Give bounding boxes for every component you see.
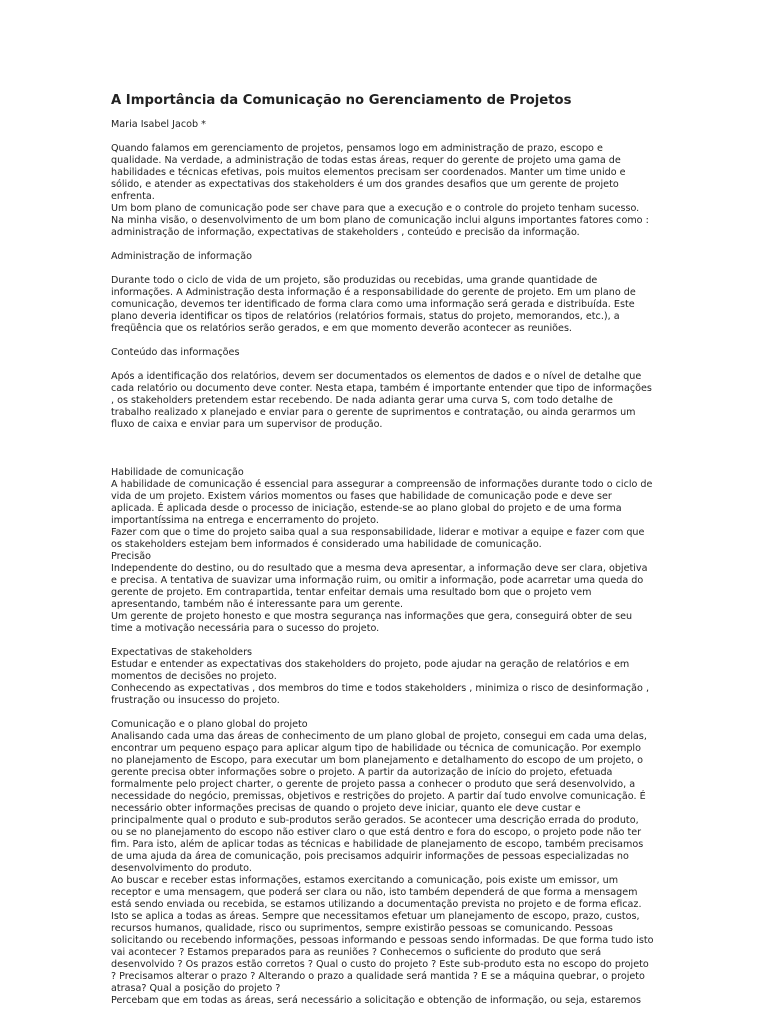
text-line: freqüência que os relatórios serão gerados, e em que momento deverão acontecer as reuniões. [111,323,572,334]
text-line: desenvolvimento do produto. [111,863,252,874]
section-heading: Expectativas de stakeholders [111,647,253,658]
text-line: administração de informação, expectativas de stakeholders , conteúdo e precisão da informação. [111,227,580,238]
text-line: vida de um projeto. Existem vários momentos ou fases que habilidade de comunicação pode e deve ser [111,491,612,502]
text-line: receptor e uma mensagem, que poderá ser clara ou não, isto também dependerá de que forma a mensagem [111,887,638,898]
paragraph-spacer [111,455,663,467]
paragraph-spacer [111,335,663,347]
text-line: fluxo de caixa e enviar para um supervisor de produção. [111,419,383,430]
text-line: A habilidade de comunicação é essencial para assegurar a compreensão de informações durante todo o ciclo de [111,479,653,490]
text-line: necessidade do negócio, premissas, objetivos e restrições do projeto. A partir daí tudo envolve comunicação. É [111,791,646,802]
text-line: Um gerente de projeto honesto e que mostra segurança nas informações que gera, conseguirá obter de seu [111,611,633,622]
paragraph-spacer [111,239,663,251]
paragraph-spacer [111,359,663,371]
text-line: ou se no planejamento do escopo não estiver claro o que está dentro e fora do escopo, o projeto pode não ter [111,827,642,838]
paragraph [111,659,663,707]
section-heading: Habilidade de comunicação [111,467,244,478]
paragraph [111,143,663,239]
paragraph-spacer [111,263,663,275]
document-page [111,92,663,1007]
text-line: Ao buscar e receber estas informações, estamos exercitando a comunicação, pois existe um emissor, um [111,875,619,886]
text-line: qualidade. Na verdade, a administração de todas estas áreas, requer do gerente de projeto uma gama de [111,155,621,166]
text-line: atrasa? Qual a posição do projeto ? [111,983,281,994]
document-body [111,143,663,1007]
text-line: Um bom plano de comunicação pode ser chave para que a execução e o controle do projeto tenham sucesso. [111,203,640,214]
text-line: habilidades e técnicas efetivas, pois muitos elementos precisam ser coordenados. Manter um time unido e [111,167,626,178]
text-line: comunicação, devemos ter identificado de forma clara como uma informação será gerada e distribuída. Este [111,299,635,310]
text-line: trabalho realizado x planejado e enviar para o gerente de suprimentos e contratação, ou ainda gerarmos um [111,407,636,418]
text-line: fim. Para isto, além de aplicar todas as técnicas e habilidade de planejamento de escopo, também precisamos [111,839,644,850]
text-line: encontrar um pequeno espaço para aplicar algum tipo de habilidade ou técnica de comunicação. Por exemplo [111,743,641,754]
text-line: está sendo enviada ou recebida, se estamos utilizando a documentação prevista no projeto e de forma eficaz. [111,899,642,910]
text-line: formalmente pelo project charter, o gerente de projeto passa a conhecer o produto que será desenvolvido, a [111,779,636,790]
text-line: gerente de projeto. Em contrapartida, tentar enfeitar demais uma resultado bom que o projeto vem [111,587,592,598]
text-line: , os stakeholders pretendem estar recebendo. De nada adianta gerar uma curva S, com todo detalhe de [111,395,613,406]
text-line: Fazer com que o time do projeto saiba qual a sua responsabilidade, liderar e motivar a equipe e fazer com que [111,527,645,538]
paragraph [111,563,663,635]
text-line: aplicada. É aplicada desde o processo de iniciação, estende-se ao plano global do projeto e de uma forma [111,503,622,514]
text-line: principalmente qual o produto e sub-produtos serão gerados. Se acontecer uma descrição errada do produto, [111,815,639,826]
text-line: ? Precisamos alterar o prazo ? Alterando o prazo a qualidade será mantida ? E se a máquina quebrar, o projeto [111,971,645,982]
paragraph [111,731,663,1007]
text-line: Durante todo o ciclo de vida de um projeto, são produzidas ou recebidas, uma grande quantidade de [111,275,598,286]
text-line: cada relatório ou documento deve conter. Nesta etapa, também é importante entender que tipo de informações [111,383,652,394]
text-line: momentos de decisões no projeto. [111,671,277,682]
section-heading: Precisão [111,551,151,562]
text-line: e precisa. A tentativa de suavizar uma informação ruim, ou omitir a informação, pode acarretar uma queda do [111,575,644,586]
text-line: os stakeholders estejam bem informados é considerado uma habilidade de comunicação. [111,539,542,550]
text-line: solicitando ou recebendo informações, pessoas informando e pessoas sendo informadas. De que forma tudo isto [111,935,654,946]
text-line: no planejamento de Escopo, para executar um bom planejamento e detalhamento do escopo de um projeto, o [111,755,643,766]
text-line: sólido, e atender as expectativas dos stakeholders é um dos grandes desafios que um gerente de projeto [111,179,619,190]
paragraph-spacer [111,635,663,647]
text-line: Na minha visão, o desenvolvimento de um bom plano de comunicação inclui alguns importantes fatores como : [111,215,649,226]
section-heading: Conteúdo das informações [111,347,240,358]
text-line: vai acontecer ? Estamos preparados para as reuniões ? Conhecemos o suficiente do produto que será [111,947,602,958]
section-heading: Comunicação e o plano global do projeto [111,719,308,730]
paragraph-spacer [111,431,663,455]
text-line: informações. A Administração desta informação é a responsabilidade do gerente de projeto. Em um plano de [111,287,636,298]
text-line: gerente precisa obter informações sobre o projeto. A partir da autorização de início do projeto, efetuada [111,767,613,778]
text-line: Após a identificação dos relatórios, devem ser documentados os elementos de dados e o nível de detalhe que [111,371,642,382]
paragraph [111,479,663,551]
text-line: importantíssima na entrega e encerramento do projeto. [111,515,379,526]
text-line: Estudar e entender as expectativas dos stakeholders do projeto, pode ajudar na geração de relatórios e em [111,659,630,670]
text-line: Isto se aplica a todas as áreas. Sempre que necessitamos efetuar um planejamento de escopo, prazo, custos, [111,911,640,922]
text-line: de uma ajuda da área de comunicação, pois precisamos adquirir informações de pessoas especializadas no [111,851,629,862]
text-line: Conhecendo as expectativas , dos membros do time e todos stakeholders , minimiza o risco de desinformação , [111,683,649,694]
text-line: plano deveria identificar os tipos de relatórios (relatórios formais, status do projeto, memorandos, etc.), a [111,311,620,322]
text-line: frustração ou insucesso do projeto. [111,695,280,706]
text-line: necessário obter informações precisas de quando o projeto deve iniciar, quanto ele deve custar e [111,803,581,814]
text-line: Analisando cada uma das áreas de conhecimento de um plano global de projeto, consegui em cada uma delas, [111,731,647,742]
text-line: enfrenta. [111,191,155,202]
text-line: Quando falamos em gerenciamento de projetos, pensamos logo em administração de prazo, escopo e [111,143,603,154]
section-heading: Administração de informação [111,251,252,262]
text-line: recursos humanos, qualidade, risco ou suprimentos, sempre existirão pessoas se comunicando. Pessoas [111,923,613,934]
text-line: time a motivação necessária para o sucesso do projeto. [111,623,380,634]
document-title: A Importância da Comunicação no Gerenciamento de Projetos [111,93,572,108]
document-author: Maria Isabel Jacob * [111,119,206,130]
paragraph [111,371,663,431]
text-line: desenvolvido ? Os prazos estão corretos ? Qual o custo do projeto ? Este sub-produto esta no escopo do projeto [111,959,649,970]
text-line: Percebam que em todas as áreas, será necessário a solicitação e obtenção de informação, ou seja, estaremos [111,995,642,1006]
text-line: Independente do destino, ou do resultado que a mesma deva apresentar, a informação deve ser clara, objetiva [111,563,648,574]
paragraph-spacer [111,707,663,719]
text-line: apresentando, também não é interessante para um gerente. [111,599,404,610]
paragraph [111,275,663,335]
